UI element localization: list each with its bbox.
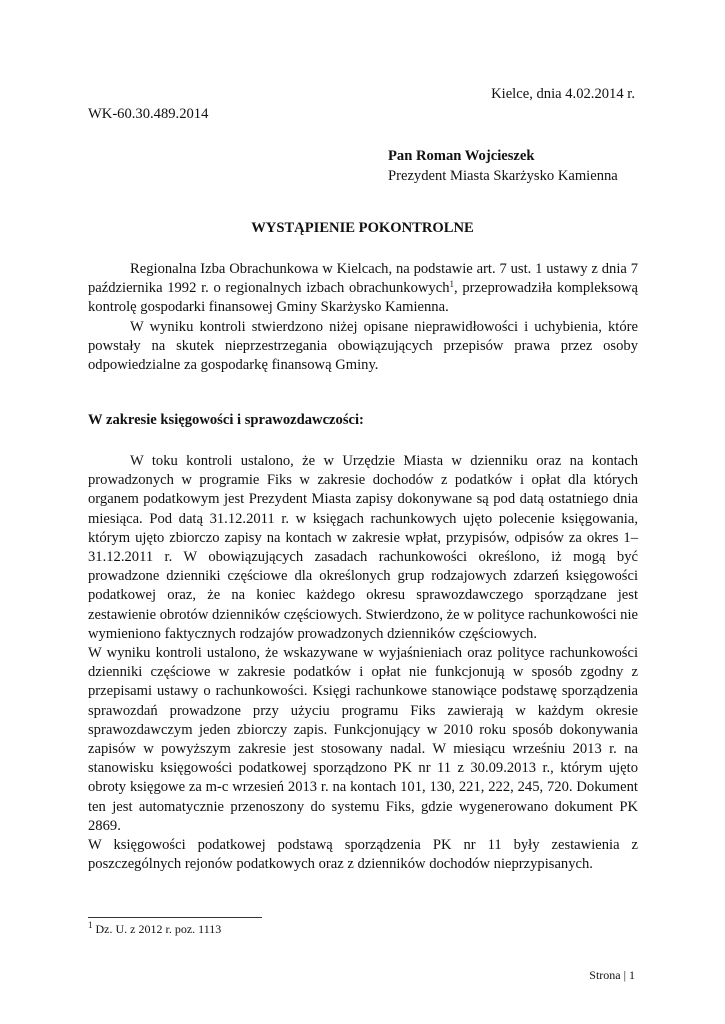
document-title: WYSTĄPIENIE POKONTROLNE [251,220,474,236]
section-paragraph-3: W księgowości podatkowej podstawą sporządzenia PK nr 11 były zestawienia z poszczególnych rejonów podatkowych oraz z dzienników dochodów nieprzypisanych. [88,837,638,873]
addressee-name: Pan Roman Wojcieszek [388,148,535,164]
section-paragraph-2: W wyniku kontroli ustalono, że wskazywane w wyjaśnieniach oraz polityce rachunkowości dzienniki częściowe w zakresie podatków i opłat nie funkcjonują w sposób zgodny z przepisami ustawy o rachunkowości. Księgi rachunkowe stanowiące podstawę sporządzenia sprawozdań prowadzone przy użyciu programu Fiks zawierają w każdym okresie sprawozdawczym jeden zbiorczy zapis. Funkcjonujący w 2010 roku sposób dokonywania zapisów w powyższym zakresie jest stosowany nadal. W miesiącu wrześniu 2013 r. na stanowisku księgowości podatkowej sporządzono PK nr 11 z 30.09.2013 r., którym ujęto obroty księgowe za m-c wrzesień 2013 r. na kontach 101, 130, 221, 222, 245, 720. Dokument ten jest automatycznie przenoszony do systemu Fiks, gdzie wygenerowano dokument PK 2869. [88,645,638,834]
page-number: Strona | 1 [589,968,635,982]
intro-section [88,260,638,375]
footnote-reference: 1 [449,279,455,290]
footnote-number: 1 [88,920,93,930]
intro-text-before: Regionalna Izba Obrachunkowa w Kielcach, na podstawie art. 7 ust. 1 ustawy z dnia 7 października 1992 r. o regionalnych izbach obrachunkowych [88,261,638,297]
addressee-block [388,146,618,186]
footnote [88,922,221,937]
intro-paragraph-1 [88,260,638,318]
section-heading: W zakresie księgowości i sprawozdawczości: [88,412,364,428]
reference-number: WK-60.30.489.2014 [88,106,209,122]
document-date: Kielce, dnia 4.02.2014 r. [491,86,635,102]
footnote-divider [88,917,262,918]
section-paragraph-1: W toku kontroli ustalono, że w Urzędzie Miasta w dzienniku oraz na kontach prowadzonych w programie Fiks w zakresie dochodów z podatków i opłat dla których organem podatkowym jest Prezydent Miasta zapisy dokonywane są pod datą ostatniego dnia miesiąca. Pod datą 31.12.2011 r. w księgach rachunkowych ujęto polecenie księgowania, którym ujęto zbiorczo zapisy na kontach w zakresie wpłat, przypisów, odpisów za okres 1–31.12.2011 r. W obowiązujących zasadach rachunkowości określono, iż mogą być prowadzone dzienniki częściowe dla określonych grup rodzajowych zdarzeń księgowości podatkowej oraz, że na koniec każdego okresu sprawozdawczego sporządzane jest zestawienie obrotów dzienników częściowych. Stwierdzono, że w polityce rachunkowości nie wymieniono faktycznych rodzajów prowadzonych dzienników częściowych. [88,453,638,642]
footnote-text: Dz. U. z 2012 r. poz. 1113 [92,922,222,936]
intro-text-after: , przeprowadziła kompleksową kontrolę gospodarki finansowej Gminy Skarżysko Kamienna. [88,280,639,316]
section-body [88,452,638,874]
addressee-position: Prezydent Miasta Skarżysko Kamienna [388,168,618,184]
intro-paragraph-2: W wyniku kontroli stwierdzono niżej opisane nieprawidłowości i uchybienia, które powstały na skutek nieprzestrzegania obowiązujących przepisów prawa przez osoby odpowiedzialne za gospodarkę finansową Gminy. [88,318,638,374]
